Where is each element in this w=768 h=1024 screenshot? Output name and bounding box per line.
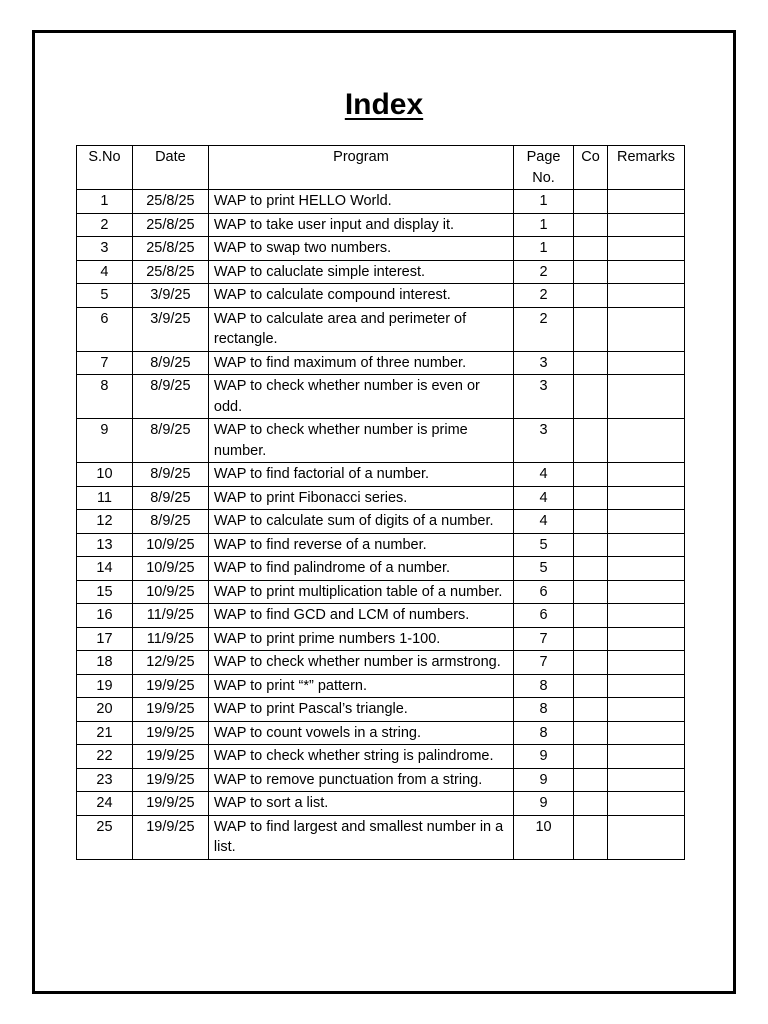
cell-program: WAP to calculate sum of digits of a number. [208,510,513,534]
cell-date: 25/8/25 [132,260,208,284]
cell-date: 19/9/25 [132,721,208,745]
header-date: Date [132,146,208,190]
cell-remarks [607,237,684,261]
cell-remarks [607,674,684,698]
cell-co [574,792,608,816]
cell-program: WAP to remove punctuation from a string. [208,768,513,792]
cell-sno: 13 [77,533,133,557]
cell-sno: 14 [77,557,133,581]
cell-sno: 24 [77,792,133,816]
cell-remarks [607,284,684,308]
cell-date: 10/9/25 [132,557,208,581]
cell-program: WAP to print Fibonacci series. [208,486,513,510]
table-row [77,533,685,557]
table-row [77,307,685,351]
cell-date: 11/9/25 [132,604,208,628]
cell-remarks [607,745,684,769]
page-title: Index [344,88,424,121]
table-row [77,351,685,375]
cell-date: 10/9/25 [132,533,208,557]
cell-co [574,557,608,581]
table-row [77,651,685,675]
cell-sno: 11 [77,486,133,510]
cell-page-no: 2 [514,260,574,284]
cell-date: 19/9/25 [132,698,208,722]
cell-co [574,284,608,308]
cell-program: WAP to print prime numbers 1-100. [208,627,513,651]
cell-co [574,627,608,651]
cell-remarks [607,815,684,859]
cell-program: WAP to take user input and display it. [208,213,513,237]
cell-date: 8/9/25 [132,351,208,375]
header-page-line2: No. [532,169,555,186]
cell-remarks [607,486,684,510]
cell-co [574,419,608,463]
cell-page-no: 8 [514,674,574,698]
table-row [77,510,685,534]
cell-co [574,815,608,859]
cell-sno: 9 [77,419,133,463]
cell-date: 8/9/25 [132,375,208,419]
cell-page-no: 2 [514,307,574,351]
table-row [77,375,685,419]
cell-co [574,698,608,722]
cell-co [574,768,608,792]
cell-program: WAP to check whether number is even or odd. [208,375,513,419]
cell-page-no: 10 [514,815,574,859]
cell-remarks [607,580,684,604]
cell-sno: 18 [77,651,133,675]
table-row [77,721,685,745]
cell-page-no: 1 [514,213,574,237]
table-header-row [77,146,685,190]
cell-co [574,351,608,375]
cell-remarks [607,604,684,628]
cell-co [574,486,608,510]
cell-remarks [607,768,684,792]
cell-remarks [607,510,684,534]
cell-remarks [607,419,684,463]
table-row [77,260,685,284]
cell-program: WAP to find GCD and LCM of numbers. [208,604,513,628]
cell-page-no: 6 [514,580,574,604]
cell-program: WAP to check whether number is armstrong. [208,651,513,675]
cell-page-no: 3 [514,351,574,375]
cell-sno: 25 [77,815,133,859]
table-row [77,604,685,628]
cell-program: WAP to check whether string is palindrome. [208,745,513,769]
table-row [77,213,685,237]
table-row [77,768,685,792]
table-row [77,190,685,214]
header-page-line1: Page [526,149,561,165]
cell-co [574,745,608,769]
cell-sno: 16 [77,604,133,628]
cell-remarks [607,375,684,419]
cell-sno: 4 [77,260,133,284]
cell-co [574,721,608,745]
cell-program: WAP to calculate compound interest. [208,284,513,308]
cell-program: WAP to print “*” pattern. [208,674,513,698]
cell-page-no: 3 [514,419,574,463]
cell-date: 25/8/25 [132,213,208,237]
cell-date: 11/9/25 [132,627,208,651]
table-row [77,580,685,604]
cell-co [574,580,608,604]
cell-program: WAP to swap two numbers. [208,237,513,261]
cell-program: WAP to calculate area and perimeter of rectangle. [208,307,513,351]
cell-sno: 15 [77,580,133,604]
cell-program: WAP to find factorial of a number. [208,463,513,487]
cell-date: 3/9/25 [132,284,208,308]
header-sno: S.No [77,146,133,190]
cell-page-no: 5 [514,557,574,581]
cell-program: WAP to find largest and smallest number in a list. [208,815,513,859]
table-row [77,486,685,510]
cell-date: 8/9/25 [132,463,208,487]
cell-program: WAP to count vowels in a string. [208,721,513,745]
table-row [77,674,685,698]
cell-co [574,674,608,698]
index-table [76,145,685,860]
header-page-no [514,146,574,190]
cell-page-no: 9 [514,768,574,792]
cell-date: 8/9/25 [132,510,208,534]
table-row [77,419,685,463]
cell-program: WAP to sort a list. [208,792,513,816]
cell-co [574,237,608,261]
cell-sno: 20 [77,698,133,722]
table-row [77,745,685,769]
cell-sno: 7 [77,351,133,375]
cell-date: 25/8/25 [132,237,208,261]
cell-page-no: 1 [514,190,574,214]
cell-program: WAP to check whether number is prime number. [208,419,513,463]
cell-sno: 6 [77,307,133,351]
cell-remarks [607,351,684,375]
cell-co [574,375,608,419]
cell-date: 8/9/25 [132,419,208,463]
table-row [77,237,685,261]
cell-sno: 8 [77,375,133,419]
cell-remarks [607,533,684,557]
cell-sno: 5 [77,284,133,308]
cell-co [574,190,608,214]
header-co: Co [574,146,608,190]
cell-sno: 19 [77,674,133,698]
cell-sno: 21 [77,721,133,745]
cell-page-no: 8 [514,698,574,722]
cell-co [574,260,608,284]
header-remarks: Remarks [607,146,684,190]
cell-sno: 12 [77,510,133,534]
cell-date: 19/9/25 [132,768,208,792]
cell-page-no: 4 [514,510,574,534]
cell-program: WAP to find reverse of a number. [208,533,513,557]
cell-page-no: 9 [514,745,574,769]
table-row [77,627,685,651]
table-body [77,190,685,860]
cell-remarks [607,190,684,214]
cell-page-no: 5 [514,533,574,557]
table-row [77,463,685,487]
cell-program: WAP to find maximum of three number. [208,351,513,375]
cell-date: 19/9/25 [132,674,208,698]
cell-sno: 22 [77,745,133,769]
cell-page-no: 1 [514,237,574,261]
cell-date: 10/9/25 [132,580,208,604]
cell-page-no: 4 [514,463,574,487]
cell-program: WAP to find palindrome of a number. [208,557,513,581]
cell-co [574,307,608,351]
cell-co [574,213,608,237]
cell-remarks [607,463,684,487]
cell-remarks [607,213,684,237]
cell-remarks [607,651,684,675]
cell-page-no: 9 [514,792,574,816]
cell-remarks [607,721,684,745]
cell-page-no: 3 [514,375,574,419]
cell-page-no: 7 [514,651,574,675]
cell-page-no: 4 [514,486,574,510]
table-row [77,815,685,859]
cell-date: 12/9/25 [132,651,208,675]
cell-date: 3/9/25 [132,307,208,351]
table-row [77,698,685,722]
table-row [77,792,685,816]
cell-date: 19/9/25 [132,792,208,816]
cell-remarks [607,627,684,651]
cell-co [574,510,608,534]
cell-sno: 3 [77,237,133,261]
cell-remarks [607,307,684,351]
cell-sno: 10 [77,463,133,487]
cell-sno: 1 [77,190,133,214]
cell-date: 19/9/25 [132,815,208,859]
cell-program: WAP to print HELLO World. [208,190,513,214]
header-program: Program [208,146,513,190]
cell-program: WAP to print Pascal’s triangle. [208,698,513,722]
cell-page-no: 8 [514,721,574,745]
table-row [77,557,685,581]
cell-date: 8/9/25 [132,486,208,510]
cell-sno: 17 [77,627,133,651]
cell-page-no: 6 [514,604,574,628]
cell-sno: 23 [77,768,133,792]
cell-sno: 2 [77,213,133,237]
cell-co [574,463,608,487]
cell-remarks [607,260,684,284]
cell-remarks [607,557,684,581]
cell-remarks [607,698,684,722]
cell-co [574,604,608,628]
cell-date: 19/9/25 [132,745,208,769]
cell-date: 25/8/25 [132,190,208,214]
cell-program: WAP to caluclate simple interest. [208,260,513,284]
cell-remarks [607,792,684,816]
cell-program: WAP to print multiplication table of a number. [208,580,513,604]
cell-co [574,651,608,675]
cell-co [574,533,608,557]
table-row [77,284,685,308]
cell-page-no: 2 [514,284,574,308]
cell-page-no: 7 [514,627,574,651]
